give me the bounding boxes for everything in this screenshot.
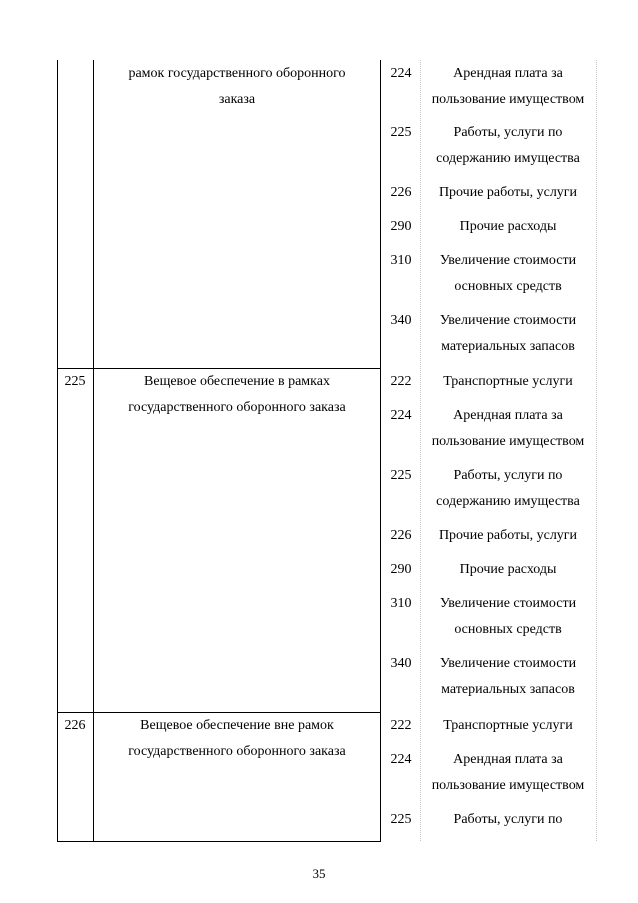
item-code: 340: [390, 313, 412, 328]
item-code: 310: [390, 596, 412, 611]
item-code: 290: [390, 562, 412, 577]
item-desc: Прочие работы, услуги: [438, 185, 578, 200]
item-code: 222: [390, 718, 412, 733]
item-desc: Работы, услуги по: [453, 812, 563, 827]
item-desc: пользование имуществом: [431, 92, 585, 107]
item-desc: пользование имуществом: [431, 434, 585, 449]
item-desc: Работы, услуги по: [453, 125, 563, 140]
item-desc: Прочие расходы: [459, 219, 557, 234]
expense-name-line: государственного оборонного заказа: [128, 744, 346, 759]
item-desc: материальных запасов: [441, 339, 575, 354]
item-desc: Транспортные услуги: [443, 374, 573, 389]
row-number: 225: [64, 374, 86, 389]
item-desc: Увеличение стоимости: [439, 656, 577, 671]
item-desc: Увеличение стоимости: [439, 596, 577, 611]
item-code: 224: [390, 752, 412, 767]
item-desc: Работы, услуги по: [453, 468, 563, 483]
expense-name-line: рамок государственного оборонного: [128, 66, 346, 81]
item-desc: Увеличение стоимости: [439, 313, 577, 328]
item-desc: содержанию имущества: [436, 494, 580, 509]
item-desc: Прочие расходы: [459, 562, 557, 577]
item-code: 224: [390, 66, 412, 81]
item-desc: Транспортные услуги: [443, 718, 573, 733]
item-desc: содержанию имущества: [436, 151, 580, 166]
expense-name-line: Вещевое обеспечение вне рамок: [140, 718, 334, 733]
item-desc: Прочие работы, услуги: [438, 528, 578, 543]
item-desc: Арендная плата за: [453, 408, 563, 423]
item-code: 226: [390, 185, 412, 200]
item-desc: материальных запасов: [441, 682, 575, 697]
item-desc: Арендная плата за: [453, 752, 563, 767]
item-desc: Увеличение стоимости: [439, 253, 577, 268]
item-desc: основных средств: [454, 279, 562, 294]
item-code: 225: [390, 468, 412, 483]
item-code: 225: [390, 812, 412, 827]
item-code: 310: [390, 253, 412, 268]
item-desc: Арендная плата за: [453, 66, 563, 81]
item-code: 225: [390, 125, 412, 140]
row-number: 226: [64, 718, 86, 733]
item-code: 224: [390, 408, 412, 423]
table-bottom-border: [57, 841, 381, 842]
page-number: 35: [312, 866, 326, 881]
column-guide: [596, 60, 597, 841]
item-desc: основных средств: [454, 622, 562, 637]
item-code: 226: [390, 528, 412, 543]
item-code: 340: [390, 656, 412, 671]
item-code: 290: [390, 219, 412, 234]
item-desc: пользование имуществом: [431, 778, 585, 793]
item-code: 222: [390, 374, 412, 389]
expense-name-line: государственного оборонного заказа: [128, 400, 346, 415]
expense-name-line: заказа: [218, 92, 256, 107]
expense-name-line: Вещевое обеспечение в рамках: [144, 374, 330, 389]
